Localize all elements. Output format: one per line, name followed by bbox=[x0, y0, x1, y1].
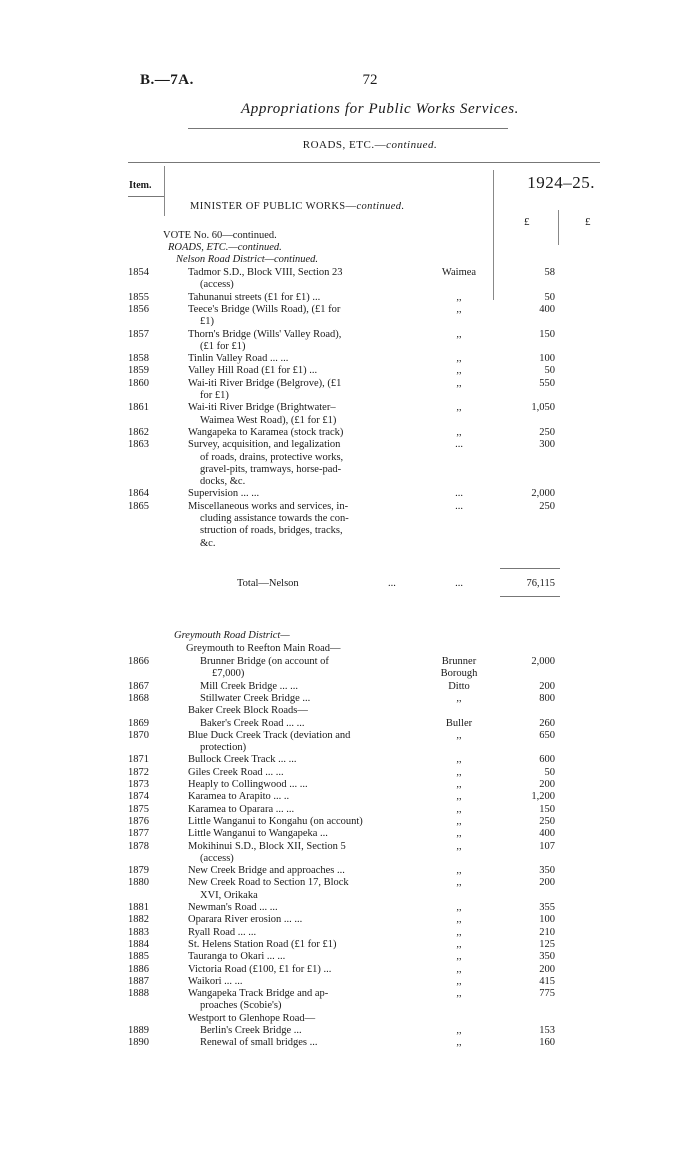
item-number: 1872 bbox=[128, 766, 149, 778]
item-description: struction of roads, bridges, tracks, bbox=[200, 525, 343, 537]
item-description: Victoria Road (£100, £1 for £1) ... bbox=[188, 963, 332, 975]
item-number: 1874 bbox=[128, 791, 149, 803]
item-amount: 250 bbox=[539, 815, 555, 827]
item-description: New Creek Road to Section 17, Block bbox=[188, 877, 349, 889]
item-description: Blue Duck Creek Track (deviation and bbox=[188, 729, 351, 741]
item-location: ,, bbox=[456, 877, 462, 889]
item-description: Ryall Road ... ... bbox=[188, 926, 257, 938]
item-description: New Creek Bridge and approaches ... bbox=[188, 865, 345, 877]
item-location: ,, bbox=[456, 815, 462, 827]
item-location: Brunner bbox=[441, 656, 477, 667]
item-amount: 1,200 bbox=[531, 791, 555, 803]
item-number: 1881 bbox=[128, 902, 149, 913]
item-number: 1859 bbox=[128, 365, 149, 377]
table-top-rule bbox=[128, 162, 600, 163]
item-location: ,, bbox=[456, 975, 462, 987]
item-description: Miscellaneous works and services, in- bbox=[188, 500, 349, 512]
item-number: 1858 bbox=[128, 353, 149, 365]
item-column-header: Item. bbox=[129, 180, 152, 191]
item-amount: 160 bbox=[539, 1037, 555, 1049]
item-description: Mokihinui S.D., Block XII, Section 5 bbox=[188, 840, 346, 852]
document-page: B.—7A. 72 Appropriations for Public Works Services. ROADS, ETC.—continued. Item. 1924–25. £ £ MINISTER OF PUBLIC WORKS—continued. VOTE No. 60—continued. ROADS, ETC.—continued. Nelson Road District—continued. 1854 Tadmor S.D., Block VIII, Section 23 Waimea 58 (access) 1855 Tahunanui streets (£1 for £1) ... ,, 50 1856 Teece's Bridge (Wills Road), (£1 for ,, 400 £1) 1857 Thorn's Bridge (Wills' Valley Road), ,, 150 (£1 for £1) 1858 Tinlin Valley Road ... ... ,, 100 1859 Valley Hill Road (£1 for £1) ... ,, 50 1860 Wai-iti River Bridge (Belgrove), (£1 ,, 550 for £1) 1861 Wai-iti River Bridge (Brightwater– ,, 1,050 Waimea West Road), (£1 for £1) 1862 Wangapeka to Karamea (stock track) ,, 250 1863 Survey, acquisition, and legalization ... 300 of roads, drains, protective works, gravel-pits, tramways, horse-pad- docks, &c. 1864 Supervision ... ... ... 2,000 1865 Miscellaneous works and services, in- ... 250 cluding assistance towards the con- struction of roads, bridges, tracks, &c. Total—Nelson ... ... 76,115 Greymouth Road District— Greymouth to Reefton Main Road— 1866 Brunner Bridge (on account of Brunner 2,000 £7,000) Borough 1867 Mill Creek Bridge ... ... Ditto 200 1868 Stillwater Creek Bridge ... ,, 800 Baker Creek Block Roads— 1869 Baker's Creek Road ... ... Buller 260 1870 Blue Duck Creek Track (deviation and ,, 650 protection) 1871 Bullock Creek Track ... ... ,, 600 1872 Giles Creek Road ... ... ,, 50 1873 Heaply to Collingwood ... ... ,, 200 1874 Karamea to Arapito ... .. ,, 1,200 1875 Karamea to Oparara ... ... ,, 150 1876 Little Wanganui to Kongahu (on account) ,, 250 1877 Little Wanganui to Wangapeka ... ,, 400 1878 Mokihinui S.D., Block XII, Section 5 ,, 107 (access) 1879 New Creek Bridge and approaches ... ,, 350 1880 New Creek Road to Section 17, Block ,, 200 XVI, Orikaka 1881 Newman's Road ... ... ,, 355 1882 Oparara River erosion ... ... ,, 100 1883 Ryall Road ... ... ,, 210 1884 St. Helens Station Road (£1 for £1) ,, 125 1885 Tauranga to Okari ... ... ,, 350 1886 Victoria Road (£100, £1 for £1) ... ,, 200 1887 Waikori ... ... ,, 415 1888 Wangapeka Track Bridge and ap- ,, 775 proaches (Scobie's) Westport to Glenhope Road— 1889 Berlin's Creek Bridge ... ,, 153 1890 Renewal of small bridges ... ,, 160 bbox=[0, 0, 700, 1161]
item-amount: 350 bbox=[539, 865, 555, 877]
item-number: 1871 bbox=[128, 754, 149, 766]
item-description: Wangapeka to Karamea (stock track) bbox=[188, 426, 344, 438]
item-amount: 50 bbox=[544, 291, 555, 303]
item-description: Supervision ... ... bbox=[188, 488, 260, 500]
item-amount: 100 bbox=[539, 353, 555, 365]
item-description: Tinlin Valley Road ... ... bbox=[188, 353, 289, 365]
item-description: Little Wanganui to Kongahu (on account) bbox=[188, 815, 363, 827]
item-number: 1857 bbox=[128, 328, 149, 340]
item-description: Wai-iti River Bridge (Belgrove), (£1 bbox=[188, 377, 342, 389]
item-number: 1888 bbox=[128, 988, 149, 1000]
currency-symbol-2: £ bbox=[585, 216, 591, 228]
item-amount: 775 bbox=[539, 988, 555, 1000]
item-location: ,, bbox=[456, 1025, 462, 1036]
item-number: 1860 bbox=[128, 377, 149, 389]
item-location: Ditto bbox=[448, 680, 470, 692]
item-description: Tauranga to Okari ... ... bbox=[188, 951, 286, 963]
item-description: £7,000) bbox=[212, 668, 245, 680]
item-location: ,, bbox=[456, 914, 462, 926]
item-location: ,, bbox=[456, 766, 462, 778]
item-number: 1883 bbox=[128, 926, 149, 938]
item-description: Karamea to Oparara ... ... bbox=[188, 803, 295, 815]
item-description: Karamea to Arapito ... .. bbox=[188, 791, 290, 803]
item-location: ,, bbox=[456, 291, 462, 303]
item-description: Baker Creek Block Roads— bbox=[188, 705, 308, 717]
title-rule bbox=[188, 128, 508, 129]
item-amount: 200 bbox=[539, 779, 555, 790]
item-location: ,, bbox=[456, 828, 462, 840]
year-column-header: 1924–25. bbox=[527, 173, 595, 192]
item-amount: 107 bbox=[539, 840, 555, 852]
item-location: ,, bbox=[456, 902, 462, 913]
item-amount: 250 bbox=[539, 426, 555, 438]
item-number: 1865 bbox=[128, 500, 149, 512]
item-description: Wangapeka Track Bridge and ap- bbox=[188, 988, 329, 1000]
item-location: ,, bbox=[456, 365, 462, 377]
item-location: ,, bbox=[456, 1037, 462, 1049]
item-description: Baker's Creek Road ... ... bbox=[200, 717, 305, 729]
item-location: ,, bbox=[456, 692, 462, 704]
item-location: ,, bbox=[456, 303, 462, 315]
item-amount: 50 bbox=[544, 365, 555, 377]
item-number: 1868 bbox=[128, 692, 149, 704]
item-amount: 125 bbox=[539, 938, 555, 950]
item-number: 1863 bbox=[128, 439, 149, 451]
item-amount: 300 bbox=[539, 439, 555, 451]
item-number: 1866 bbox=[128, 656, 149, 667]
item-description: Heaply to Collingwood ... ... bbox=[188, 779, 308, 790]
document-reference: B.—7A. bbox=[140, 72, 194, 88]
item-description: gravel-pits, tramways, horse-pad- bbox=[200, 463, 342, 475]
item-number: 1856 bbox=[128, 303, 149, 315]
item-location: ,, bbox=[456, 729, 462, 741]
item-description: Giles Creek Road ... ... bbox=[188, 766, 284, 778]
item-description: Little Wanganui to Wangapeka ... bbox=[188, 828, 328, 840]
item-location: ,, bbox=[456, 865, 462, 877]
item-location: Buller bbox=[445, 717, 473, 729]
item-amount: 400 bbox=[539, 303, 555, 315]
item-location: ,, bbox=[456, 426, 462, 438]
item-amount: 2,000 bbox=[531, 656, 555, 667]
item-amount: 400 bbox=[539, 828, 555, 840]
item-amount: 150 bbox=[539, 803, 555, 815]
item-amount: 210 bbox=[539, 926, 555, 938]
item-number: 1876 bbox=[128, 815, 149, 827]
total-bottom-rule bbox=[500, 596, 560, 597]
item-description: Brunner Bridge (on account of bbox=[200, 656, 329, 667]
item-location: ,, bbox=[456, 840, 462, 852]
item-location: ,, bbox=[456, 938, 462, 950]
item-location: ,, bbox=[456, 951, 462, 963]
item-description: Renewal of small bridges ... bbox=[200, 1037, 318, 1049]
item-number: 1882 bbox=[128, 914, 149, 926]
item-location: ,, bbox=[456, 377, 462, 389]
item-description: Oparara River erosion ... ... bbox=[188, 914, 303, 926]
item-amount: 2,000 bbox=[531, 488, 555, 500]
item-amount: 50 bbox=[544, 766, 555, 778]
item-amount: 250 bbox=[539, 500, 555, 512]
item-description: Stillwater Creek Bridge ... bbox=[200, 692, 311, 704]
item-description: Teece's Bridge (Wills Road), (£1 for bbox=[188, 303, 341, 315]
item-description: for £1) bbox=[200, 390, 229, 401]
item-amount: 355 bbox=[539, 902, 555, 913]
item-description: (access) bbox=[200, 852, 234, 864]
item-description: docks, &c. bbox=[200, 476, 246, 488]
item-description: cluding assistance towards the con- bbox=[200, 513, 349, 524]
item-location: ... bbox=[455, 500, 463, 512]
item-amount: 600 bbox=[539, 754, 555, 766]
item-description: Mill Creek Bridge ... ... bbox=[200, 680, 298, 692]
item-number: 1884 bbox=[128, 938, 149, 950]
page-title: Appropriations for Public Works Services. bbox=[240, 101, 520, 117]
item-description: Tadmor S.D., Block VIII, Section 23 bbox=[188, 267, 343, 278]
item-location: ,, bbox=[456, 779, 462, 790]
item-description: protection) bbox=[200, 742, 247, 754]
item-number: 1862 bbox=[128, 426, 149, 438]
item-description: Tahunanui streets (£1 for £1) ... bbox=[188, 291, 321, 303]
item-header-rule bbox=[128, 196, 164, 197]
item-description: Waimea West Road), (£1 for £1) bbox=[200, 414, 337, 426]
item-description: Newman's Road ... ... bbox=[188, 902, 278, 913]
item-number: 1879 bbox=[128, 865, 149, 877]
item-number: 1887 bbox=[128, 975, 149, 987]
item-description: Bullock Creek Track ... ... bbox=[188, 754, 297, 766]
item-description: Waikori ... ... bbox=[188, 975, 243, 987]
item-description: Survey, acquisition, and legalization bbox=[188, 439, 341, 451]
item-location: ,, bbox=[456, 926, 462, 938]
item-number: 1869 bbox=[128, 717, 149, 729]
item-number: 1873 bbox=[128, 779, 149, 790]
item-description: Valley Hill Road (£1 for £1) ... bbox=[188, 365, 318, 377]
column-divider-location bbox=[493, 170, 494, 300]
item-number: 1885 bbox=[128, 951, 149, 963]
item-description: Berlin's Creek Bridge ... bbox=[200, 1025, 302, 1036]
item-amount: 200 bbox=[539, 680, 555, 692]
item-location: Borough bbox=[440, 668, 478, 680]
page-number: 72 bbox=[362, 72, 378, 88]
item-number: 1889 bbox=[128, 1025, 149, 1036]
item-description: XVI, Orikaka bbox=[200, 889, 258, 901]
item-amount: 260 bbox=[539, 717, 555, 729]
item-amount: 415 bbox=[539, 975, 555, 987]
item-location: ... bbox=[455, 488, 463, 500]
item-description: £1) bbox=[200, 316, 214, 328]
item-amount: 550 bbox=[539, 377, 555, 389]
item-number: 1880 bbox=[128, 877, 149, 889]
item-location: ... bbox=[455, 439, 463, 451]
item-location: ,, bbox=[456, 328, 462, 340]
item-number: 1854 bbox=[128, 267, 149, 278]
item-location: Waimea bbox=[441, 267, 477, 278]
item-location: ,, bbox=[456, 791, 462, 803]
total-top-rule bbox=[500, 568, 560, 569]
item-location: ,, bbox=[456, 963, 462, 975]
item-number: 1886 bbox=[128, 963, 149, 975]
item-amount: 650 bbox=[539, 729, 555, 741]
item-description: (£1 for £1) bbox=[200, 340, 246, 352]
item-amount: 200 bbox=[539, 877, 555, 889]
item-number: 1861 bbox=[128, 402, 149, 414]
item-location: ,, bbox=[456, 803, 462, 815]
item-description: St. Helens Station Road (£1 for £1) bbox=[188, 938, 337, 950]
item-amount: 150 bbox=[539, 328, 555, 340]
item-number: 1855 bbox=[128, 291, 149, 303]
item-description: Thorn's Bridge (Wills' Valley Road), bbox=[188, 328, 342, 340]
item-location: ,, bbox=[456, 353, 462, 365]
item-number: 1875 bbox=[128, 803, 149, 815]
item-number: 1890 bbox=[128, 1037, 149, 1049]
item-number: 1877 bbox=[128, 828, 149, 840]
item-description: Westport to Glenhope Road— bbox=[188, 1012, 316, 1024]
column-divider-amount bbox=[558, 210, 559, 245]
item-location: ,, bbox=[456, 988, 462, 1000]
section-heading: ROADS, ETC.—continued. bbox=[302, 139, 438, 151]
item-number: 1867 bbox=[128, 680, 149, 692]
item-number: 1878 bbox=[128, 840, 149, 852]
item-location: ,, bbox=[456, 754, 462, 766]
column-divider-item bbox=[164, 166, 165, 216]
item-amount: 100 bbox=[539, 914, 555, 926]
currency-symbol-1: £ bbox=[524, 216, 530, 228]
item-location: ,, bbox=[456, 402, 462, 414]
item-description: proaches (Scobie's) bbox=[200, 1000, 282, 1012]
item-description: (access) bbox=[200, 279, 234, 291]
item-amount: 153 bbox=[539, 1025, 555, 1036]
item-number: 1870 bbox=[128, 729, 149, 741]
item-amount: 58 bbox=[544, 267, 555, 278]
item-description: of roads, drains, protective works, bbox=[200, 451, 344, 463]
item-amount: 800 bbox=[539, 692, 555, 704]
item-description: &c. bbox=[200, 537, 216, 549]
item-number: 1864 bbox=[128, 488, 149, 500]
item-amount: 1,050 bbox=[531, 402, 555, 414]
item-amount: 350 bbox=[539, 951, 555, 963]
item-description: Wai-iti River Bridge (Brightwater– bbox=[188, 402, 336, 414]
item-amount: 200 bbox=[539, 963, 555, 975]
